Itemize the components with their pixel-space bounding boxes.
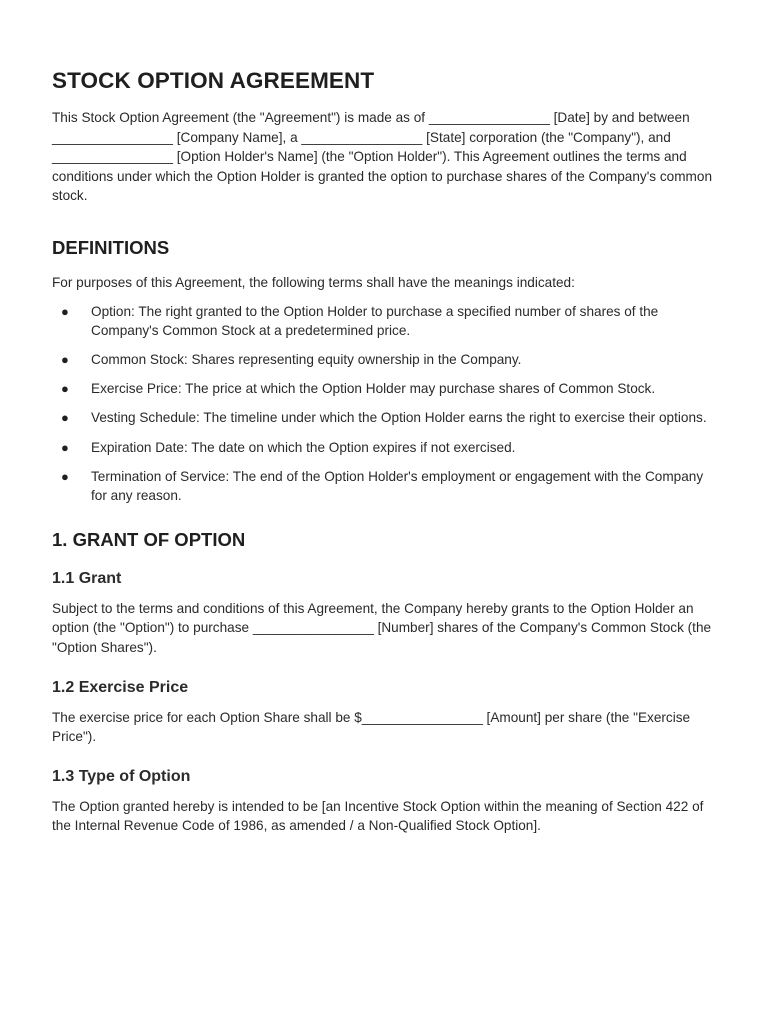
bullet-icon: ● bbox=[61, 468, 69, 484]
definitions-heading: DEFINITIONS bbox=[52, 236, 170, 258]
definition-text: Exercise Price: The price at which the Option Holder may purchase shares of Common Stock. bbox=[91, 381, 656, 397]
bullet-icon: ● bbox=[61, 381, 69, 397]
definition-text: Expiration Date: The date on which the Option expires if not exercised. bbox=[91, 439, 516, 455]
definition-item bbox=[52, 438, 720, 458]
definition-text: Termination of Service: The end of the Option Holder's employment or engagement with the Company for any reason. bbox=[91, 468, 704, 504]
definition-item bbox=[52, 302, 720, 341]
definition-text: Vesting Schedule: The timeline under which the Option Holder earns the right to exercise their options. bbox=[91, 410, 707, 426]
definition-item bbox=[52, 350, 720, 370]
bullet-icon: ● bbox=[61, 303, 69, 319]
definitions-list bbox=[52, 302, 720, 506]
definition-item bbox=[52, 467, 720, 506]
bullet-icon: ● bbox=[61, 410, 69, 426]
definition-item bbox=[52, 408, 720, 428]
definition-item bbox=[52, 379, 720, 399]
definition-text: Option: The right granted to the Option Holder to purchase a specified number of shares of the Company's Common Stock at a predetermined price. bbox=[91, 303, 659, 339]
grant-paragraph: Subject to the terms and conditions of this Agreement, the Company hereby grants to the Option Holder an option (the "Option") to purchase ________________ [Number] shares of the Company's Common Stock (the "Option Shares"). bbox=[52, 600, 712, 655]
bullet-icon: ● bbox=[61, 352, 69, 368]
bullet-icon: ● bbox=[61, 439, 69, 455]
option-type-heading: 1.3 Type of Option bbox=[52, 767, 191, 785]
document-title: STOCK OPTION AGREEMENT bbox=[52, 68, 375, 93]
intro-paragraph: This Stock Option Agreement (the "Agreement") is made as of ________________ [Date] by and between ________________ [Company Name], a ________________ [State] corporation (the "Company"), and ________________ [Option Holder's Name] (the "Option Holder"). This Agreement outlines the terms and conditions under which the Option Holder is granted the option to purchase shares of the Company's common stock. bbox=[52, 110, 713, 204]
definition-text: Common Stock: Shares representing equity ownership in the Company. bbox=[91, 352, 522, 368]
definitions-lead: For purposes of this Agreement, the following terms shall have the meanings indicated: bbox=[52, 274, 575, 290]
exercise-price-paragraph: The exercise price for each Option Share shall be $________________ [Amount] per share (the "Exercise Price"). bbox=[52, 709, 691, 745]
exercise-price-heading: 1.2 Exercise Price bbox=[52, 678, 189, 696]
option-type-paragraph: The Option granted hereby is intended to be [an Incentive Stock Option within the meaning of Section 422 of the Internal Revenue Code of 1986, as amended / a Non-Qualified Stock Option]. bbox=[52, 798, 704, 834]
grant-heading: 1.1 Grant bbox=[52, 569, 122, 587]
section-1-heading: 1. GRANT OF OPTION bbox=[52, 528, 246, 550]
